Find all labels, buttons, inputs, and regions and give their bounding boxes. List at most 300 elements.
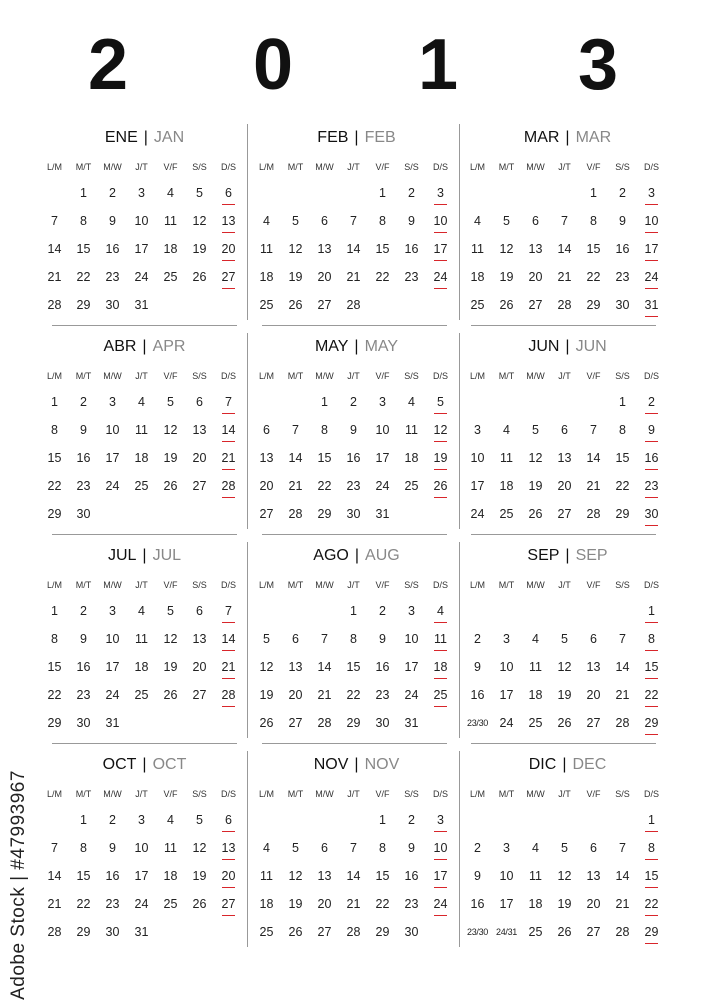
- day-cell: 23/30: [466, 927, 489, 937]
- weekday-label: D/S: [643, 580, 659, 590]
- day-cell: 21: [317, 688, 332, 702]
- day-cell: 22: [637, 686, 666, 706]
- day-cell: 28: [47, 925, 62, 939]
- day-cell: 22: [375, 270, 390, 284]
- day-cell: 14: [615, 869, 630, 883]
- day-cell: 15: [637, 658, 666, 678]
- weekday-label: S/S: [192, 371, 207, 381]
- day-cell: 18: [528, 897, 543, 911]
- day-cell: 27: [214, 268, 243, 288]
- weekday-label: M/W: [103, 789, 122, 799]
- day-cell: 10: [404, 632, 419, 646]
- day-cell: 13: [214, 212, 243, 232]
- day-cell: 23: [346, 479, 361, 493]
- weekday-label: L/M: [469, 789, 485, 799]
- year-digit-2: 0: [253, 25, 294, 105]
- weekday-header: [252, 789, 461, 803]
- month-separator: |: [565, 338, 570, 355]
- day-cell: 27: [317, 925, 332, 939]
- day-cell: 14: [47, 242, 62, 256]
- day-cell: 6: [532, 214, 539, 228]
- day-cell: 15: [47, 451, 62, 465]
- day-cell: 12: [557, 869, 572, 883]
- column-divider: [459, 542, 460, 738]
- day-cell: 14: [288, 451, 303, 465]
- day-cell: 15: [637, 867, 666, 887]
- day-cell: 1: [619, 395, 626, 409]
- weekday-label: S/S: [615, 371, 630, 381]
- day-cell: 14: [346, 242, 361, 256]
- day-cell: 25: [499, 507, 514, 521]
- day-cell: 11: [529, 660, 542, 674]
- day-cell: 7: [350, 214, 357, 228]
- month-separator: |: [142, 547, 147, 564]
- weekday-label: D/S: [220, 580, 236, 590]
- day-cell: 31: [134, 925, 149, 939]
- day-cell: 16: [105, 869, 120, 883]
- weekday-label: V/F: [375, 371, 390, 381]
- day-cell: 28: [214, 686, 243, 706]
- weekday-label: V/F: [163, 371, 178, 381]
- day-cell: 17: [134, 242, 149, 256]
- day-cell: 27: [557, 507, 572, 521]
- day-cell: 12: [528, 451, 543, 465]
- day-cell: 18: [404, 451, 419, 465]
- day-cell: 2: [350, 395, 357, 409]
- day-cell: 1: [637, 602, 666, 622]
- month-title: [463, 546, 672, 566]
- day-cell: 20: [586, 897, 601, 911]
- weekday-header: [252, 162, 461, 176]
- day-cell: 17: [404, 660, 419, 674]
- weekday-label: J/T: [135, 580, 148, 590]
- day-cell: 17: [375, 451, 390, 465]
- day-cell: 20: [317, 270, 332, 284]
- day-cell: 16: [105, 242, 120, 256]
- day-cell: 24: [637, 268, 666, 288]
- weekday-label: M/W: [103, 371, 122, 381]
- day-cell: 25: [404, 479, 419, 493]
- column-divider: [459, 333, 460, 529]
- weekday-label: D/S: [643, 789, 659, 799]
- day-cell: 24: [426, 895, 455, 915]
- month-separator: |: [354, 129, 359, 146]
- day-cell: 1: [379, 186, 386, 200]
- month-name-es: MAY: [314, 338, 349, 355]
- day-cell: 30: [404, 925, 419, 939]
- day-cell: 9: [474, 660, 481, 674]
- day-cell: 16: [346, 451, 361, 465]
- day-cell: 2: [408, 813, 415, 827]
- weekday-label: M/T: [498, 162, 515, 172]
- quarter-row: [40, 327, 669, 536]
- day-cell: 25: [426, 686, 455, 706]
- weekday-label: D/S: [643, 162, 659, 172]
- month-name-es: OCT: [102, 756, 137, 773]
- day-cell: 28: [47, 298, 62, 312]
- day-cell: 6: [196, 395, 203, 409]
- day-cell: 13: [586, 869, 601, 883]
- day-cell: 18: [499, 479, 514, 493]
- day-cell: 18: [163, 869, 178, 883]
- weekday-label: M/T: [287, 162, 304, 172]
- day-cell: 3: [426, 811, 455, 831]
- day-cell: 1: [51, 395, 58, 409]
- day-cell: 13: [259, 451, 274, 465]
- weekday-label: M/T: [75, 162, 92, 172]
- day-cell: 20: [317, 897, 332, 911]
- weekday-label: M/W: [315, 371, 334, 381]
- day-cell: 19: [528, 479, 543, 493]
- day-cell: 27: [586, 716, 601, 730]
- weekday-header: [40, 580, 249, 594]
- month-separator: |: [565, 547, 570, 564]
- day-cell: 15: [615, 451, 630, 465]
- day-cell: 6: [321, 841, 328, 855]
- day-cell: 29: [615, 507, 630, 521]
- weekday-label: D/S: [643, 371, 659, 381]
- weekday-header: [252, 371, 461, 385]
- day-cell: 2: [109, 186, 116, 200]
- day-cell: 13: [317, 242, 332, 256]
- month-separator: |: [142, 756, 147, 773]
- day-cell: 11: [135, 632, 148, 646]
- weekday-header: [40, 162, 249, 176]
- day-cell: 11: [164, 841, 177, 855]
- year-digit-4: 3: [578, 25, 619, 105]
- day-cell: 10: [470, 451, 485, 465]
- day-cell: 13: [586, 660, 601, 674]
- day-cell: 29: [375, 925, 390, 939]
- year-digit-3: 1: [418, 25, 459, 105]
- day-cell: 19: [163, 451, 178, 465]
- day-cell: 30: [105, 298, 120, 312]
- day-cell: 7: [619, 632, 626, 646]
- day-cell: 17: [499, 897, 514, 911]
- weekday-label: S/S: [192, 162, 207, 172]
- day-cell: 5: [561, 841, 568, 855]
- weekday-label: V/F: [375, 580, 390, 590]
- day-cell: 3: [408, 604, 415, 618]
- day-cell: 24: [105, 479, 120, 493]
- day-cell: 27: [259, 507, 274, 521]
- year-digit-1: 2: [88, 25, 129, 105]
- day-cell: 6: [263, 423, 270, 437]
- day-cell: 4: [167, 186, 174, 200]
- weekday-label: M/W: [315, 789, 334, 799]
- day-cell: 21: [346, 270, 361, 284]
- day-cell: 14: [317, 660, 332, 674]
- day-cell: 4: [532, 632, 539, 646]
- day-cell: 6: [196, 604, 203, 618]
- day-cell: 26: [426, 477, 455, 497]
- day-cell: 10: [134, 214, 149, 228]
- day-cell: 10: [105, 632, 120, 646]
- day-cell: 7: [292, 423, 299, 437]
- weekday-label: M/T: [498, 789, 515, 799]
- day-cell: 15: [375, 869, 390, 883]
- day-cell: 11: [471, 242, 484, 256]
- weekday-label: M/W: [315, 162, 334, 172]
- day-cell: 19: [192, 242, 207, 256]
- column-divider: [247, 542, 248, 738]
- day-cell: 17: [426, 867, 455, 887]
- month-nov: [252, 745, 461, 954]
- weekday-label: M/W: [315, 580, 334, 590]
- day-cell: 28: [346, 925, 361, 939]
- quarter-row: [40, 536, 669, 745]
- day-cell: 26: [557, 925, 572, 939]
- weekday-label: V/F: [586, 371, 601, 381]
- month-title: [40, 546, 249, 566]
- day-cell: 23/30: [466, 718, 489, 728]
- month-name-en: SEP: [575, 547, 608, 564]
- weekday-label: M/T: [75, 789, 92, 799]
- weekday-label: J/T: [558, 789, 571, 799]
- day-cell: 30: [637, 505, 666, 525]
- day-cell: 26: [288, 298, 303, 312]
- day-cell: 5: [263, 632, 270, 646]
- day-cell: 23: [76, 479, 91, 493]
- weekday-label: S/S: [404, 162, 419, 172]
- day-cell: 23: [76, 688, 91, 702]
- month-separator: |: [354, 756, 359, 773]
- day-cell: 30: [346, 507, 361, 521]
- day-cell: 16: [375, 660, 390, 674]
- weekday-label: D/S: [432, 789, 448, 799]
- row-divider: [52, 534, 237, 535]
- day-cell: 9: [80, 423, 87, 437]
- day-cell: 29: [637, 923, 666, 943]
- day-cell: 12: [426, 421, 455, 441]
- day-cell: 29: [76, 298, 91, 312]
- day-cell: 10: [375, 423, 390, 437]
- day-cell: 11: [500, 451, 513, 465]
- day-cell: 5: [292, 841, 299, 855]
- month-name-en: APR: [152, 338, 186, 355]
- stock-watermark: [4, 770, 34, 1000]
- day-cell: 5: [503, 214, 510, 228]
- day-cell: 6: [214, 811, 243, 831]
- day-cell: 18: [259, 897, 274, 911]
- weekday-label: J/T: [135, 162, 148, 172]
- day-cell: 5: [426, 393, 455, 413]
- day-cell: 7: [350, 841, 357, 855]
- day-cell: 15: [47, 660, 62, 674]
- day-cell: 10: [426, 212, 455, 232]
- month-title: [252, 546, 461, 566]
- day-cell: 4: [408, 395, 415, 409]
- month-name-en: JUN: [575, 338, 607, 355]
- day-cell: 21: [346, 897, 361, 911]
- day-cell: 2: [637, 393, 666, 413]
- month-name-en: NOV: [364, 756, 400, 773]
- month-name-en: MAY: [364, 338, 399, 355]
- month-name-es: ABR: [103, 338, 137, 355]
- day-cell: 2: [80, 604, 87, 618]
- day-cell: 19: [426, 449, 455, 469]
- day-cell: 12: [163, 423, 178, 437]
- weekday-label: V/F: [163, 789, 178, 799]
- day-cell: 30: [375, 716, 390, 730]
- day-cell: 23: [637, 477, 666, 497]
- day-cell: 8: [80, 841, 87, 855]
- weekday-header: [463, 162, 672, 176]
- day-cell: 17: [105, 451, 120, 465]
- day-cell: 12: [557, 660, 572, 674]
- day-cell: 27: [586, 925, 601, 939]
- weekday-label: L/M: [258, 371, 274, 381]
- day-cell: 30: [615, 298, 630, 312]
- day-cell: 13: [557, 451, 572, 465]
- day-cell: 16: [404, 869, 419, 883]
- day-cell: 6: [590, 841, 597, 855]
- weekday-label: S/S: [615, 162, 630, 172]
- day-cell: 22: [586, 270, 601, 284]
- day-cell: 25: [163, 270, 178, 284]
- day-cell: 22: [47, 688, 62, 702]
- day-cell: 26: [288, 925, 303, 939]
- day-cell: 12: [288, 869, 303, 883]
- weekday-label: M/T: [75, 371, 92, 381]
- row-divider: [262, 325, 447, 326]
- month-may: [252, 327, 461, 536]
- weekday-label: L/M: [258, 580, 274, 590]
- day-cell: 31: [375, 507, 390, 521]
- day-cell: 22: [76, 270, 91, 284]
- day-cell: 3: [109, 395, 116, 409]
- day-cell: 8: [637, 839, 666, 859]
- day-cell: 26: [528, 507, 543, 521]
- weekday-label: M/W: [103, 162, 122, 172]
- day-cell: 21: [288, 479, 303, 493]
- day-cell: 14: [214, 630, 243, 650]
- weekday-label: M/W: [526, 789, 545, 799]
- column-divider: [247, 333, 248, 529]
- day-cell: 28: [586, 507, 601, 521]
- month-name-es: SEP: [527, 547, 560, 564]
- weekday-label: V/F: [163, 162, 178, 172]
- calendar-grid: [40, 118, 669, 954]
- day-cell: 3: [138, 813, 145, 827]
- day-cell: 22: [637, 895, 666, 915]
- day-cell: 2: [109, 813, 116, 827]
- day-cell: 15: [76, 869, 91, 883]
- day-cell: 19: [192, 869, 207, 883]
- day-cell: 14: [47, 869, 62, 883]
- weekday-label: M/W: [526, 371, 545, 381]
- day-cell: 29: [346, 716, 361, 730]
- month-name-es: MAR: [523, 129, 560, 146]
- month-name-es: ENE: [104, 129, 138, 146]
- weekday-label: V/F: [586, 789, 601, 799]
- day-cell: 11: [260, 242, 273, 256]
- day-cell: 12: [163, 632, 178, 646]
- day-cell: 27: [528, 298, 543, 312]
- day-cell: 6: [590, 632, 597, 646]
- month-separator: |: [143, 129, 148, 146]
- day-cell: 31: [637, 296, 666, 316]
- day-cell: 4: [138, 604, 145, 618]
- day-cell: 12: [499, 242, 514, 256]
- day-cell: 23: [615, 270, 630, 284]
- day-cell: 21: [47, 270, 62, 284]
- day-cell: 19: [163, 660, 178, 674]
- stock-id-text: Adobe Stock | #47993967: [8, 770, 29, 1000]
- day-cell: 7: [214, 602, 243, 622]
- day-cell: 2: [80, 395, 87, 409]
- day-cell: 25: [528, 716, 543, 730]
- day-cell: 18: [470, 270, 485, 284]
- day-cell: 17: [105, 660, 120, 674]
- day-cell: 15: [375, 242, 390, 256]
- weekday-label: L/M: [46, 789, 62, 799]
- weekday-header: [252, 580, 461, 594]
- day-cell: 12: [192, 841, 207, 855]
- weekday-label: D/S: [220, 162, 236, 172]
- weekday-label: L/M: [258, 789, 274, 799]
- column-divider: [459, 751, 460, 947]
- day-cell: 24: [134, 897, 149, 911]
- weekday-label: M/T: [498, 371, 515, 381]
- month-separator: |: [565, 129, 570, 146]
- month-title: [252, 755, 461, 775]
- month-dec: [463, 745, 672, 954]
- weekday-label: J/T: [347, 580, 360, 590]
- day-cell: 19: [259, 688, 274, 702]
- day-cell: 12: [288, 242, 303, 256]
- day-cell: 10: [499, 660, 514, 674]
- day-cell: 5: [292, 214, 299, 228]
- day-cell: 26: [163, 479, 178, 493]
- month-separator: |: [354, 547, 360, 564]
- day-cell: 7: [590, 423, 597, 437]
- day-cell: 18: [528, 688, 543, 702]
- day-cell: 21: [615, 688, 630, 702]
- day-cell: 13: [192, 423, 207, 437]
- day-cell: 27: [214, 895, 243, 915]
- day-cell: 12: [259, 660, 274, 674]
- weekday-label: J/T: [347, 789, 360, 799]
- day-cell: 18: [134, 660, 149, 674]
- month-sep: [463, 536, 672, 745]
- day-cell: 5: [167, 604, 174, 618]
- day-cell: 11: [405, 423, 418, 437]
- day-cell: 4: [263, 214, 270, 228]
- day-cell: 28: [346, 298, 361, 312]
- day-cell: 1: [350, 604, 357, 618]
- day-cell: 29: [586, 298, 601, 312]
- day-cell: 28: [317, 716, 332, 730]
- weekday-header: [463, 580, 672, 594]
- day-cell: 7: [561, 214, 568, 228]
- day-cell: 5: [196, 813, 203, 827]
- weekday-label: M/W: [103, 580, 122, 590]
- month-name-en: FEB: [364, 129, 396, 146]
- weekday-label: S/S: [192, 580, 207, 590]
- day-cell: 19: [288, 897, 303, 911]
- day-cell: 22: [47, 479, 62, 493]
- weekday-label: M/W: [526, 580, 545, 590]
- weekday-label: L/M: [469, 162, 485, 172]
- day-cell: 14: [615, 660, 630, 674]
- day-cell: 17: [470, 479, 485, 493]
- day-cell: 16: [637, 449, 666, 469]
- month-feb: [252, 118, 461, 327]
- day-cell: 17: [426, 240, 455, 260]
- day-cell: 11: [426, 630, 455, 650]
- day-cell: 21: [214, 658, 243, 678]
